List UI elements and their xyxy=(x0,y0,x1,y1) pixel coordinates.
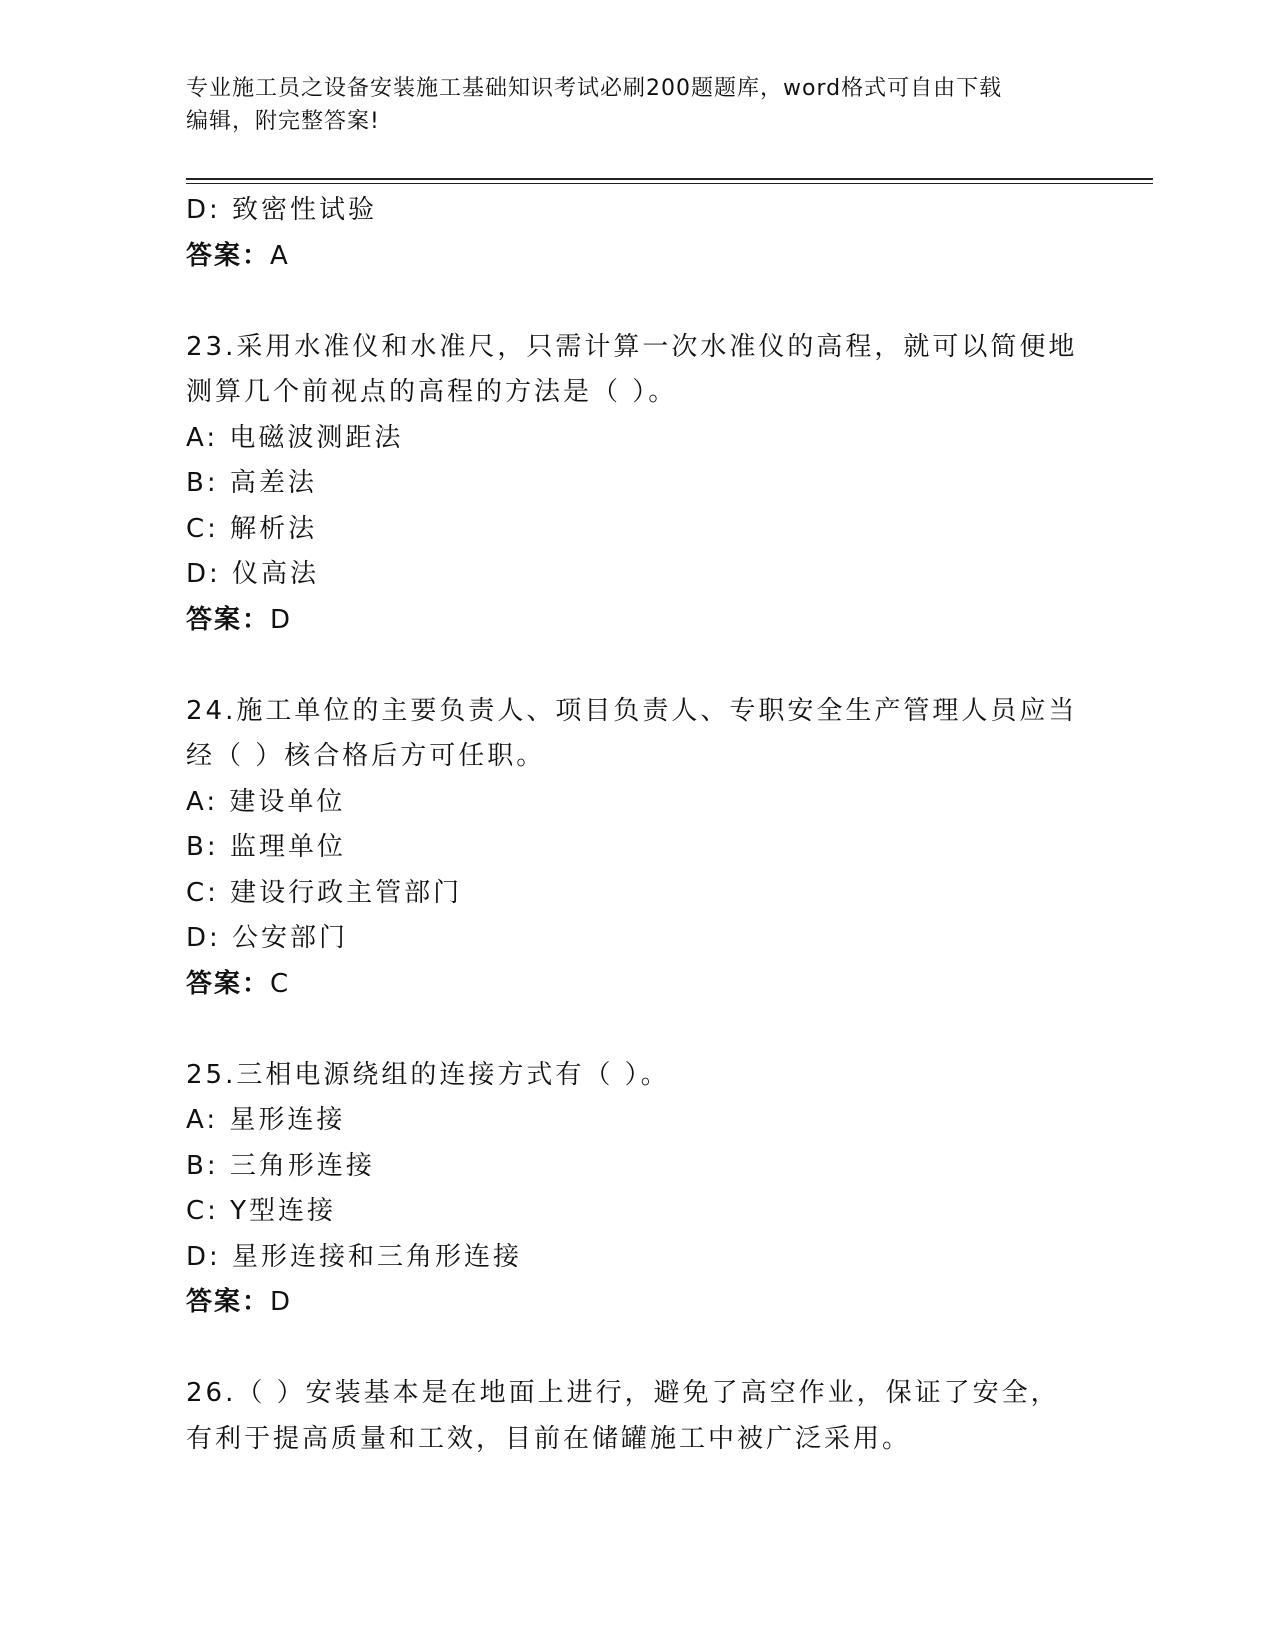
option-a: A: 星形连接 xyxy=(186,1105,346,1135)
answer-value: A xyxy=(270,240,289,271)
answer-label: 答案： xyxy=(186,968,271,999)
answer-label: 答案： xyxy=(186,240,271,271)
option-a: A: 电磁波测距法 xyxy=(186,422,404,453)
document-body xyxy=(186,188,1086,1462)
option-d: D: 致密性试验 xyxy=(186,195,378,225)
answer-value: D xyxy=(270,604,292,635)
answer-value: C xyxy=(270,968,290,999)
spacer xyxy=(186,279,1086,325)
answer-line xyxy=(186,598,1086,644)
option-b: B: 监理单位 xyxy=(186,832,346,862)
spacer xyxy=(186,643,1086,689)
answer-value: D xyxy=(270,1287,292,1317)
question-text-line: 测算几个前视点的高程的方法是（ ）。 xyxy=(186,377,678,407)
option-d: D: 公安部门 xyxy=(186,923,349,953)
question-23 xyxy=(186,325,1086,644)
question-24 xyxy=(186,689,1086,1008)
option-d: D: 仪高法 xyxy=(186,559,320,589)
question-text-line: 24.施工单位的主要负责人、项目负责人、专职安全生产管理人员应当 xyxy=(186,695,1078,726)
question-22-tail xyxy=(186,188,1086,279)
answer-line xyxy=(186,1280,1086,1326)
answer-label: 答案： xyxy=(186,604,271,635)
answer-line xyxy=(186,962,1086,1008)
question-text-line: 经（ ）核合格后方可任职。 xyxy=(186,741,546,771)
spacer xyxy=(186,1007,1086,1053)
header-divider-thick xyxy=(186,178,1153,180)
question-text-line: 26.（ ）安装基本是在地面上进行，避免了高空作业，保证了安全， xyxy=(186,1378,1060,1408)
answer-label: 答案： xyxy=(186,1287,271,1317)
option-c: C: 解析法 xyxy=(186,513,318,544)
header-line-2: 编辑，附完整答案! xyxy=(186,109,380,134)
question-text-line: 23.采用水准仪和水准尺，只需计算一次水准仪的高程，就可以简便地 xyxy=(186,331,1078,362)
option-b: B: 高差法 xyxy=(186,468,317,498)
answer-line xyxy=(186,234,1086,280)
option-b: B: 三角形连接 xyxy=(186,1150,375,1181)
document-header xyxy=(186,72,1086,138)
question-text-line: 25.三相电源绕组的连接方式有（ ）。 xyxy=(186,1059,670,1090)
question-26 xyxy=(186,1371,1086,1462)
question-25 xyxy=(186,1053,1086,1326)
option-d: D: 星形连接和三角形连接 xyxy=(186,1241,523,1272)
header-divider-thin xyxy=(186,183,1153,184)
option-a: A: 建设单位 xyxy=(186,786,346,817)
spacer xyxy=(186,1326,1086,1372)
question-text-line: 有利于提高质量和工效，目前在储罐施工中被广泛采用。 xyxy=(186,1423,912,1454)
header-line-1: 专业施工员之设备安装施工基础知识考试必刷200题题库，word格式可自由下载 xyxy=(186,76,1003,101)
option-c: C: Y型连接 xyxy=(186,1196,337,1226)
option-c: C: 建设行政主管部门 xyxy=(186,877,463,908)
